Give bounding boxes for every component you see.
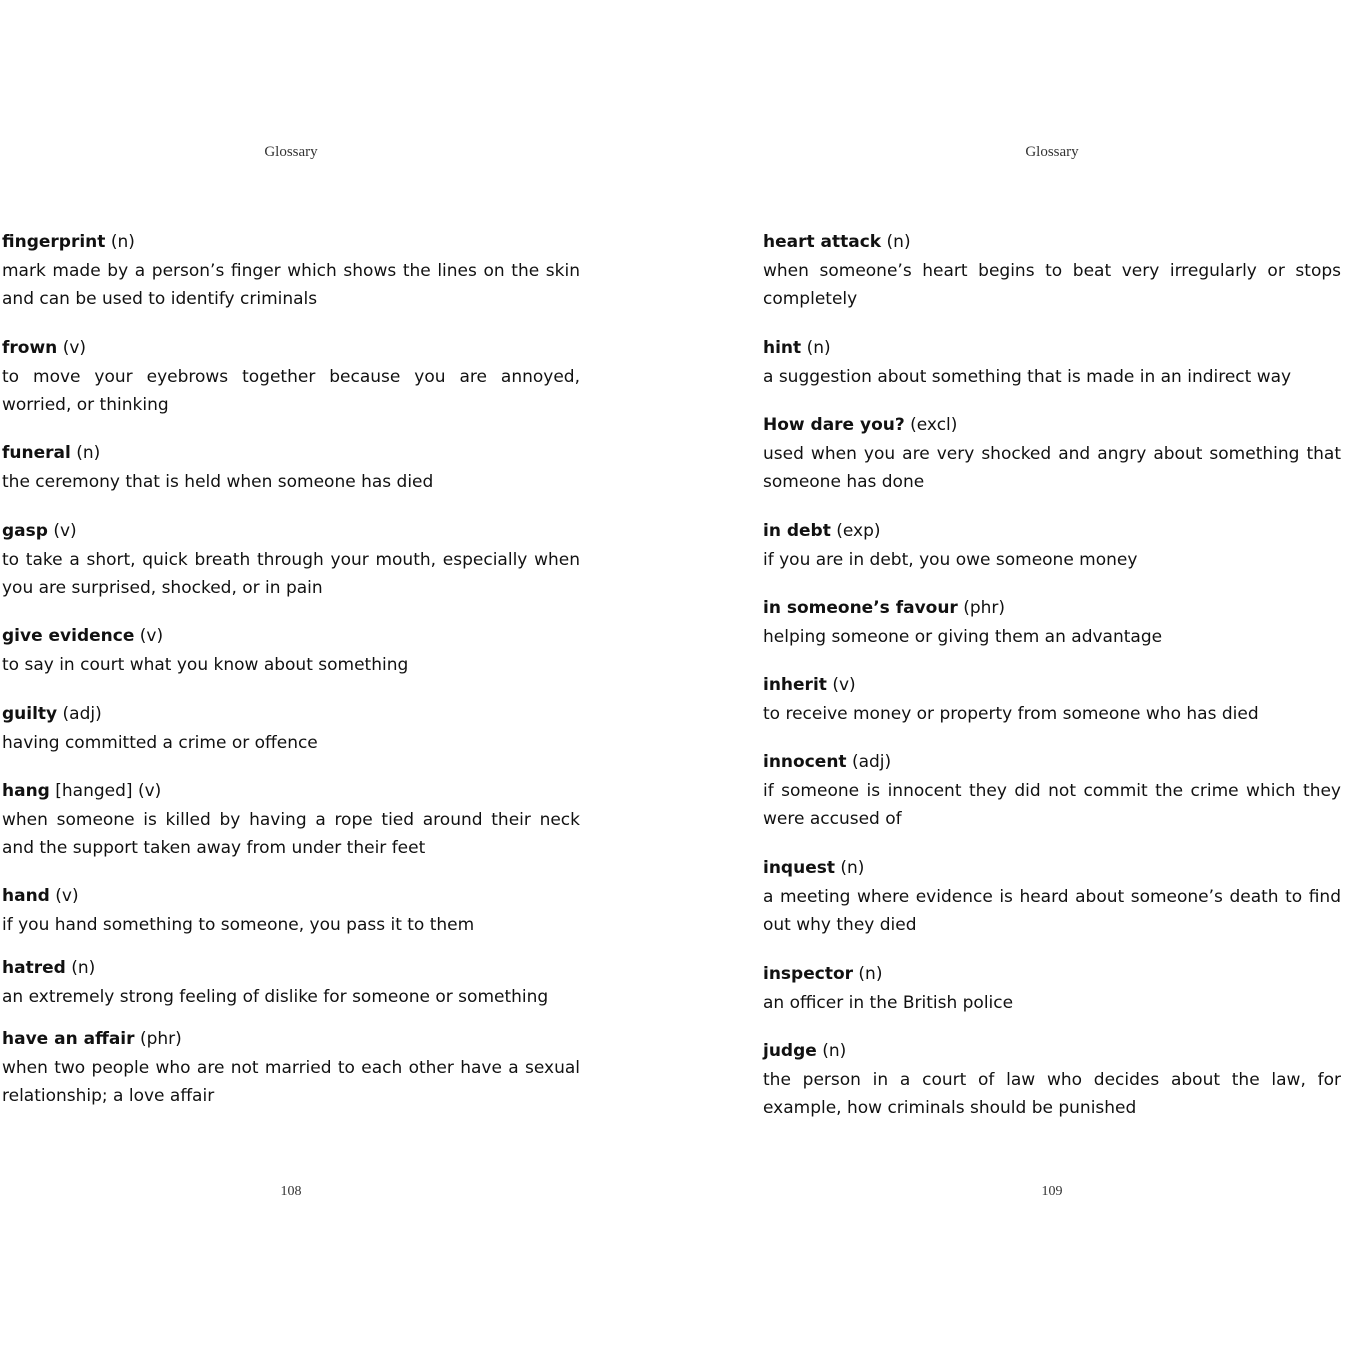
running-head: Glossary <box>264 144 318 160</box>
running-head: Glossary <box>1025 144 1079 160</box>
entry-pos: (n) <box>858 964 883 984</box>
entry-definition: to move your eyebrows together because you are annoyed, worried, or thinking <box>2 366 580 415</box>
entry-term: hand <box>2 886 50 906</box>
entry-pos: (v) <box>832 675 856 695</box>
glossary-entry <box>2 700 580 757</box>
entry-term: fingerprint <box>2 232 106 252</box>
entry-pos: (exp) <box>836 521 881 541</box>
right-page <box>763 0 1341 1345</box>
entry-term: inquest <box>763 858 835 878</box>
entry-term: heart attack <box>763 232 882 252</box>
entry-pos: (n) <box>76 443 101 463</box>
entry-definition: the ceremony that is held when someone has died <box>2 471 434 492</box>
entry-term: inherit <box>763 675 827 695</box>
glossary-entry <box>2 954 580 1011</box>
entry-definition: when someone’s heart begins to beat very irregularly or stops completely <box>763 260 1341 309</box>
entry-pos: (v) <box>62 338 87 358</box>
glossary-entry <box>763 854 1341 940</box>
glossary-entry <box>763 594 1341 651</box>
entry-definition: an officer in the British police <box>763 992 1014 1013</box>
entry-pos: (adj) <box>62 704 102 724</box>
entry-term: judge <box>763 1041 817 1061</box>
entry-pos: [hanged] (v) <box>55 781 162 801</box>
glossary-entry <box>2 334 580 420</box>
entry-term: hang <box>2 781 50 801</box>
entry-pos: (n) <box>110 232 135 252</box>
entry-term: frown <box>2 338 58 358</box>
entry-definition: to say in court what you know about something <box>2 654 409 675</box>
entry-definition: when someone is killed by having a rope tied around their neck and the support taken away from under their feet <box>2 809 580 858</box>
entry-definition: if you hand something to someone, you pass it to them <box>2 914 475 935</box>
entry-pos: (v) <box>55 886 79 906</box>
entry-definition: to take a short, quick breath through your mouth, especially when you are surprised, shocked, or in pain <box>2 549 580 598</box>
entry-term: gasp <box>2 521 48 541</box>
entry-term: funeral <box>2 443 71 463</box>
entry-term: inspector <box>763 964 854 984</box>
entry-definition: the person in a court of law who decides about the law, for example, how criminals should be punished <box>763 1069 1341 1118</box>
page-number: 108 <box>280 1184 302 1199</box>
page-number: 109 <box>1041 1184 1063 1199</box>
entry-pos: (n) <box>840 858 865 878</box>
glossary-entry <box>2 439 580 496</box>
entry-term: hatred <box>2 958 66 978</box>
entry-definition: a meeting where evidence is heard about someone’s death to find out why they died <box>763 886 1341 935</box>
entry-pos: (excl) <box>910 415 958 435</box>
entry-term: give evidence <box>2 626 135 646</box>
entry-definition: if you are in debt, you owe someone money <box>763 549 1138 570</box>
entry-pos: (n) <box>886 232 911 252</box>
entry-pos: (phr) <box>963 598 1006 618</box>
entry-pos: (adj) <box>851 752 892 772</box>
glossary-entry <box>2 517 580 603</box>
glossary-entry <box>763 960 1341 1017</box>
entry-definition: having committed a crime or offence <box>2 732 318 753</box>
entry-pos: (phr) <box>139 1029 182 1049</box>
entry-definition: an extremely strong feeling of dislike for someone or something <box>2 986 549 1007</box>
entry-pos: (v) <box>139 626 164 646</box>
entry-pos: (v) <box>53 521 77 541</box>
glossary-entry <box>763 748 1341 834</box>
glossary-entry <box>763 228 1341 314</box>
entry-term: innocent <box>763 752 847 772</box>
entry-term: hint <box>763 338 802 358</box>
glossary-entry <box>763 411 1341 497</box>
entry-term: have an affair <box>2 1029 135 1049</box>
entry-definition: a suggestion about something that is made in an indirect way <box>763 366 1292 387</box>
entry-definition: when two people who are not married to each other have a sexual relationship; a love affair <box>2 1057 580 1106</box>
entry-definition: if someone is innocent they did not commit the crime which they were accused of <box>763 780 1341 829</box>
entry-term: guilty <box>2 704 58 724</box>
entry-term: in someone’s favour <box>763 598 958 618</box>
entry-definition: helping someone or giving them an advantage <box>763 626 1163 647</box>
glossary-entry <box>2 777 580 863</box>
entry-definition: to receive money or property from someone who has died <box>763 703 1259 724</box>
entry-pos: (n) <box>71 958 96 978</box>
entry-pos: (n) <box>822 1041 847 1061</box>
left-page <box>2 0 580 1345</box>
entry-term: How dare you? <box>763 415 905 435</box>
entry-definition: mark made by a person’s finger which shows the lines on the skin and can be used to identify criminals <box>2 260 580 309</box>
glossary-entry <box>2 1025 580 1111</box>
glossary-entry <box>763 517 1341 574</box>
glossary-entry <box>2 622 580 679</box>
glossary-entry <box>2 228 580 314</box>
glossary-entry <box>763 671 1341 728</box>
glossary-entry <box>763 1037 1341 1123</box>
entry-pos: (n) <box>806 338 831 358</box>
glossary-entry <box>763 334 1341 391</box>
entry-term: in debt <box>763 521 831 541</box>
entry-definition: used when you are very shocked and angry about something that someone has done <box>763 443 1341 492</box>
glossary-entry <box>2 882 580 939</box>
